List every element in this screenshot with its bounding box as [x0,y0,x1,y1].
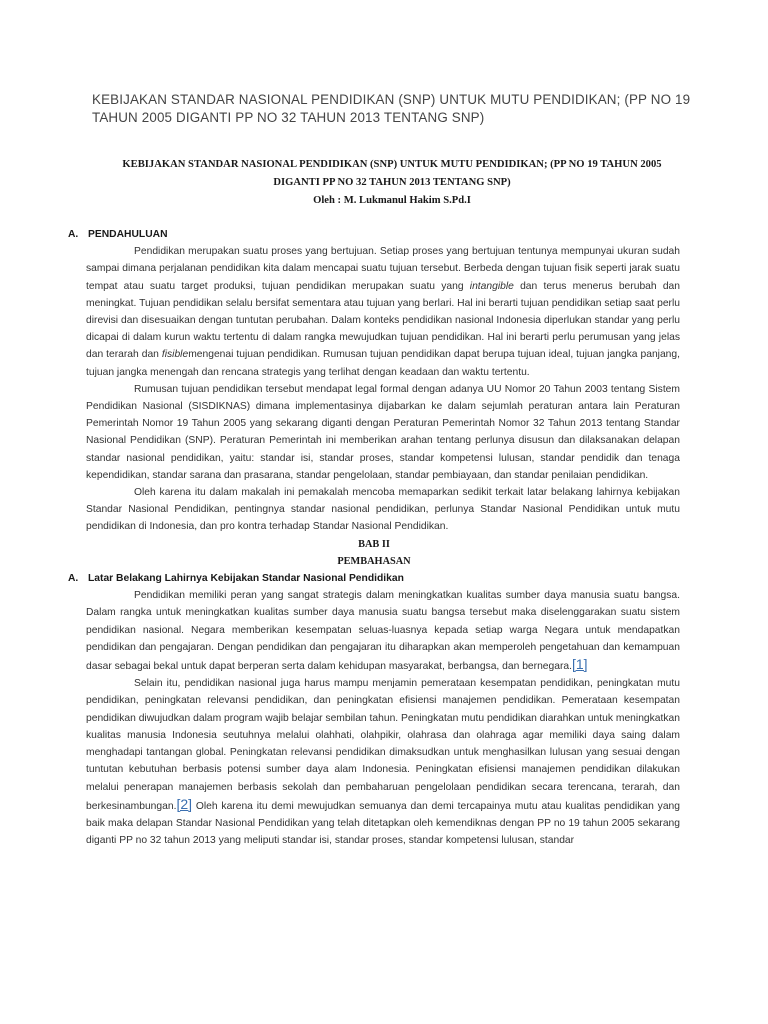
emphasis-text: fisible [161,349,189,361]
paper-author: Oleh : M. Lukmanul Hakim S.Pd.I [313,195,471,206]
paragraph-text: Pendidikan merupakan suatu proses yang bertujuan. Setiap proses yang bertujuan tentunya mempunyai ukuran sudah sampai dimana perjalanan pendidikan kita dalam mencapai suatu tujuan tersebut. Berbeda dengan tujuan fisik seperti jarak suatu tempat atau suatu target produksi, tujuan pendidikan merupakan suatu yang [86,246,680,292]
section-title: Latar Belakang Lahirnya Kebijakan Standar Nasional Pendidikan [88,573,404,585]
paragraph-intro-3: Oleh karena itu dalam makalah ini pemakalah mencoba memaparkan sedikit terkait latar belakang lahirnya kebijakan Standar Nasional Pendidikan, pentingnya standar nasional pendidikan, perlunya Standar Nasional Pendidikan untuk mutu pendidikan di Indonesia, dan pro kontra terhadap Standar Nasional Pendidikan. [86,487,680,533]
paragraph-background-1 [68,587,680,675]
paragraph-intro-2: Rumusan tujuan pendidikan tersebut mendapat legal formal dengan adanya UU Nomor 20 Tahun 2003 tentang Sistem Pendidikan Nasional (SISDIKNAS) dimana implementasinya dijabarkan ke dalam sejumlah peraturan antara lain Peraturan Pemerintah Nomor 19 Tahun 2005 yang sekarang diganti dengan Peraturan Pemerintah Nomor 32 Tahun 2013 tentang Standar Nasional Pendidikan (SNP). Peraturan Pemerintah ini memberikan arahan tentang perlunya disusun dan dilaksanakan delapan standar nasional pendidikan, yaitu: standar isi, standar proses, standar kompetensi lulusan, standar pendidik dan tenaga kependidikan, standar sarana dan prasarana, standar pengelolaan, standar pembiayaan, dan standar penilaian pendidikan. [86,383,680,481]
paper-title-line-1: KEBIJAKAN STANDAR NASIONAL PENDIDIKAN (SNP) UNTUK MUTU PENDIDIKAN; (PP NO 19 TAHUN 2005 [122,159,662,170]
footnote-link-2[interactable]: [2] [176,795,193,812]
paper-header [86,156,698,210]
paragraph-text: mengenai tujuan pendidikan. Rumusan tujuan pendidikan dapat berupa tujuan ideal, tujuan jangka panjang, tujuan jangka menengah dan rencana strategis yang terlihat dengan keadaan dan waktu tertentu. [86,349,680,378]
section-title: PENDAHULUAN [88,229,168,240]
footnote-link-1[interactable]: [1] [572,656,588,673]
section-heading-pendahuluan [68,226,680,243]
section-number: A. [68,573,79,585]
chapter-label: BAB II [358,538,390,550]
paragraph-text: dan terus menerus berubah dan meningkat. Tujuan pendidikan selalu bersifat sementara atau tujuan yang berlari. Hal ini berarti tujuan pendidikan setiap saat perlu direvisi dan disesuaikan dengan tuntutan perubahan. Dalam konteks pendidikan nasional Indonesia diperlukan standar yang perlu dicapai di dalam kurun waktu tertentu di dalam rangka mewujudkan tujuan pendidikan. Hal ini berarti perlu perumusan yang jelas dan terarah dan [86,280,681,361]
section-number: A. [68,229,79,240]
section-heading-latar-belakang [68,570,680,587]
emphasis-text: intangible [469,280,514,292]
paragraph-background-2 [68,675,680,849]
paper-title-line-2: DIGANTI PP NO 32 TAHUN 2013 TENTANG SNP) [273,177,511,188]
paragraph-text: Selain itu, pendidikan nasional juga harus mampu menjamin pemerataan kesempatan pendidikan, peningkatan mutu pendidikan, peningkatan relevansi pendidikan, dan peningkatan efisiensi manajemen pendidikan. Pemerataan kesempatan pendidikan diwujudkan dalam program wajib belajar sembilan tahun. Peningkatan mutu pendidikan diarahkan untuk meningkatkan kualitas manusia Indonesia seutuhnya melalui olahhati, olahpikir, olahrasa dan olahraga agar memiliki daya saing dalam menghadapi tantangan global. Peningkatan relevansi pendidikan dimaksudkan untuk menghasilkan lulusan yang sesuai dengan tuntutan kebutuhan berbasis potensi sumber daya alam Indonesia. Peningkatan efisiensi manajemen pendidikan dilakukan melalui penerapan manajemen berbasis sekolah dan pembaharuan pengelolaan pendidikan secara terencana, terarah, dan berkesinambungan. [86,678,680,812]
paragraph-intro-1 [68,243,680,381]
paragraph-text: Pendidikan memiliki peran yang sangat strategis dalam meningkatkan kualitas sumber daya manusia suatu bangsa. Dalam rangka untuk meningkatkan kualitas sumber daya manusia suatu bangsa tersebut maka diselenggarakan suatu sistem pendidikan nasional. Negara memberikan kesempatan seluas-luasnya kepada setiap warga Negara untuk mendapatkan pendidikan dan pengajaran. Dengan pendidikan dan pengajaran itu diharapkan akan memperoleh pengetahuan dan kemampuan dasar sebagai bekal untuk dapat berperan serta dalam kehidupan masyarakat, berbangsa, dan bernegara. [86,590,680,673]
document-title: KEBIJAKAN STANDAR NASIONAL PENDIDIKAN (SNP) UNTUK MUTU PENDIDIKAN; (PP NO 19 TAHUN 2005 DIGANTI PP NO 32 TAHUN 2013 TENTANG SNP) [92,92,691,125]
paragraph-text: Oleh karena itu demi mewujudkan semuanya dan demi tercapainya mutu atau kualitas pendidikan yang baik maka delapan Standar Nasional Pendidikan yang telah ditetapkan oleh kemendiknas dengan PP no 19 tahun 2005 sekarang diganti PP no 32 tahun 2013 yang meliputi standar isi, standar proses, standar kompetensi lulusan, standar [86,800,680,847]
chapter-title: PEMBAHASAN [337,555,411,567]
document-body [68,226,680,849]
